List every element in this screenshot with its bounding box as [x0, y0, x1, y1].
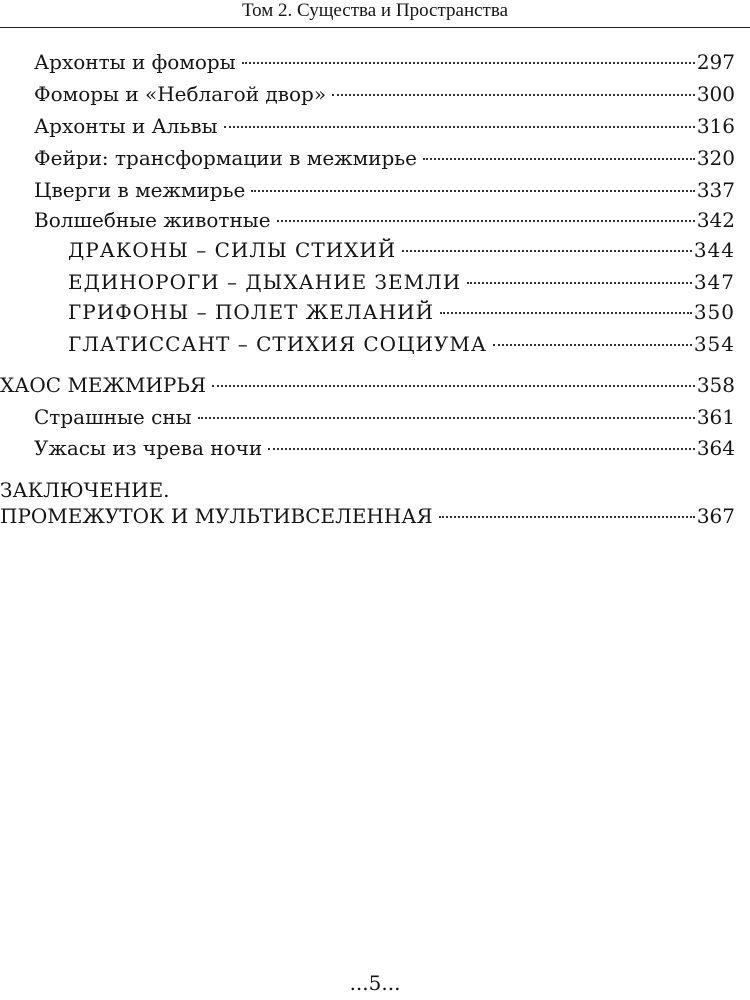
toc-entry-title: Архонты и Альвы [34, 114, 218, 138]
toc-page-number: 320 [696, 146, 735, 170]
toc-page-number: 361 [696, 405, 735, 429]
toc-entry[interactable] [34, 113, 735, 139]
toc-entry[interactable] [68, 269, 735, 295]
toc-entry[interactable] [0, 503, 735, 529]
toc-page-number: 342 [696, 208, 735, 232]
dot-leader [251, 190, 694, 192]
dot-leader [440, 312, 692, 314]
toc-page-number: 316 [696, 114, 735, 138]
toc-entry[interactable] [34, 145, 735, 171]
toc-entry-title: Ужасы из чрева ночи [34, 436, 263, 460]
dot-leader [268, 448, 695, 450]
dot-leader [467, 282, 692, 284]
toc-entry-title: ЕДИНОРОГИ – ДЫХАНИЕ ЗЕМЛИ [68, 270, 462, 294]
toc-page-number: 337 [696, 178, 735, 202]
toc-entry[interactable] [34, 177, 735, 203]
toc-entry[interactable] [34, 49, 735, 75]
running-header: Том 2. Существа и Пространства [241, 0, 509, 21]
header-rule [0, 27, 750, 28]
dot-leader [332, 94, 695, 96]
toc-page-number: 364 [696, 436, 735, 460]
toc-page-number: 358 [696, 373, 735, 397]
toc-conclusion-heading[interactable]: ЗАКЛЮЧЕНИЕ. [0, 478, 170, 502]
toc-entry-title: Страшные сны [34, 405, 192, 429]
toc-page-number: 347 [693, 270, 735, 294]
dot-leader [402, 250, 692, 252]
page-folio: ...5... [349, 971, 401, 995]
toc-entry-title: Фоморы и «Неблагой двор» [34, 82, 327, 106]
toc-entry-title: ДРАКОНЫ – СИЛЫ СТИХИЙ [68, 238, 397, 262]
toc-entry[interactable] [0, 372, 735, 398]
toc-entry-title: Цверги в межмирье [34, 178, 246, 202]
toc-entry[interactable] [68, 237, 735, 263]
dot-leader [198, 417, 695, 419]
dot-leader [277, 220, 695, 222]
dot-leader [423, 158, 695, 160]
toc-page-number: 367 [696, 504, 735, 528]
toc-entry-title: ГРИФОНЫ – ПОЛЕТ ЖЕЛАНИЙ [68, 300, 435, 324]
toc-page-number: 300 [696, 82, 735, 106]
toc-entry-title: Фейри: трансформации в межмирье [34, 146, 417, 170]
toc-entry[interactable] [34, 435, 735, 461]
toc-page-number: 350 [693, 300, 735, 324]
toc-entry-title: ПРОМЕЖУТОК И МУЛЬТИВСЕЛЕННАЯ [0, 504, 433, 528]
toc-page-number: 297 [696, 50, 735, 74]
toc-page-number: 344 [693, 238, 735, 262]
toc-entry-title: ХАОС МЕЖМИРЬЯ [0, 373, 206, 397]
toc-entry-title: ГЛАТИССАНТ – СТИХИЯ СОЦИУМА [68, 332, 488, 356]
dot-leader [439, 516, 695, 518]
dot-leader [242, 62, 695, 64]
toc-entry[interactable] [34, 81, 735, 107]
toc-entry[interactable] [68, 331, 735, 357]
toc-page-number: 354 [693, 332, 735, 356]
dot-leader [493, 344, 692, 346]
dot-leader [212, 385, 695, 387]
toc-entry-title: Волшебные животные [34, 208, 271, 232]
dot-leader [224, 126, 695, 128]
toc-entry[interactable] [34, 404, 735, 430]
toc-entry-title: Архонты и фоморы [34, 50, 236, 74]
toc-entry[interactable] [34, 207, 735, 233]
toc-entry[interactable] [68, 299, 735, 325]
